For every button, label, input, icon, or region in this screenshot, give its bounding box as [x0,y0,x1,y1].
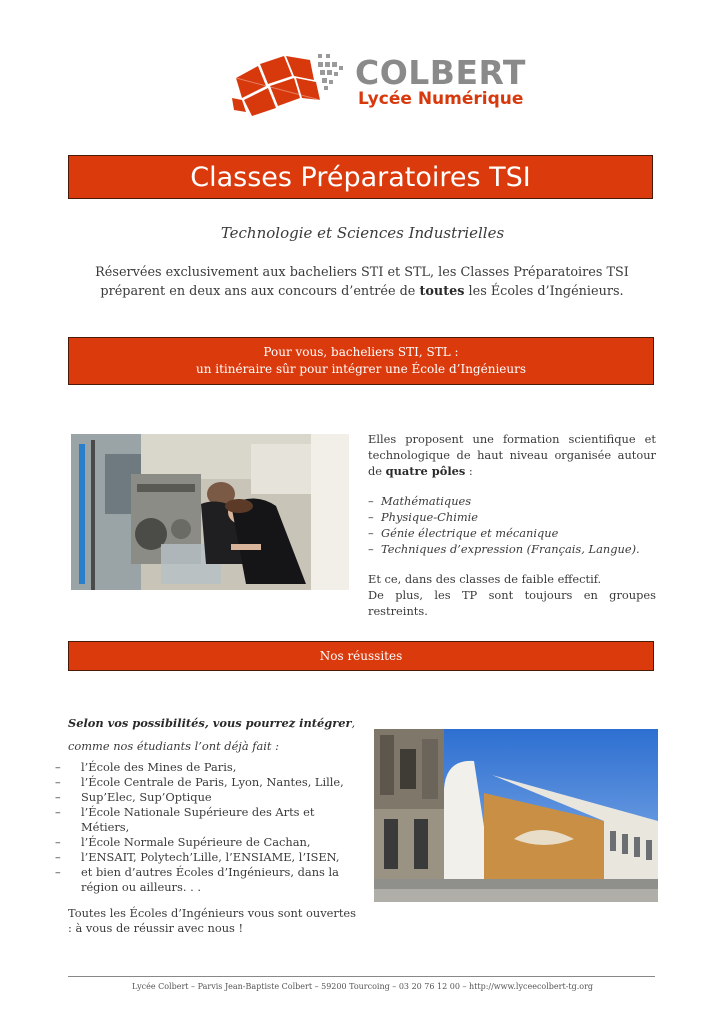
list-item [55,850,360,865]
school-building-photo [374,729,658,902]
formation-text-bold: quatre pôles [385,464,466,478]
intro-text-before: Réservées exclusivement aux bacheliers STI et STL, les Classes Préparatoires TSI préparent en deux ans aux concours d’entrée de [95,265,629,299]
dash: – [368,494,374,508]
school-name: l’École Nationale Supérieure des Arts et Métiers, [81,805,315,834]
list-item [368,493,656,509]
list-item [368,525,656,541]
list-item [55,775,360,790]
formation-text-before: Elles proposent une formation scientifique et technologique de haut niveau organisée autour de [368,432,656,478]
footer-contact: Lycée Colbert – Parvis Jean-Baptiste Colbert – 59200 Tourcoing – 03 20 76 12 00 – http://www.lyceecolbert-tg.org [131,982,594,991]
logo-grid-icon [232,52,352,118]
formation-text-after: : [465,464,473,478]
workshop-photo [71,434,349,590]
list-item [368,541,656,557]
success-lead-bold: Selon vos possibilités, vous pourrez intégrer [68,716,352,730]
pole-label: Mathématiques [381,494,472,508]
list-item [368,509,656,525]
intro-bold-word: toutes [419,284,465,299]
success-section [55,716,360,936]
dash: – [55,865,61,879]
school-name: Sup’Elec, Sup’Optique [81,790,212,804]
dash: – [368,510,374,524]
list-item [55,805,360,835]
list-item [55,865,360,895]
formation-description [368,431,656,619]
subtitle: Technologie et Sciences Industrielles [220,224,505,242]
dash: – [55,760,61,774]
success-lead [68,716,360,731]
school-name: l’École Centrale de Paris, Lyon, Nantes, Lille, [81,775,344,789]
list-item [55,790,360,805]
list-item [55,760,360,775]
formation-closing [368,571,656,619]
section-banner-reussites [68,641,654,671]
section-banner-line-2: un itinéraire sûr pour intégrer une École d’Ingénieurs [195,362,527,376]
schools-list [55,760,360,895]
success-lead-italic: comme nos étudiants l’ont déjà fait : [68,739,279,753]
dash: – [55,805,61,819]
title-banner [68,155,653,199]
intro-text-after: les Écoles d’Ingénieurs. [464,284,624,299]
logo-tagline: Lycée Numérique [358,89,524,109]
dash: – [368,526,374,540]
pole-label: Génie électrique et mécanique [381,526,559,540]
dash: – [55,850,61,864]
list-item [55,835,360,850]
success-closing: Toutes les Écoles d’Ingénieurs vous sont ouvertes : à vous de réussir avec nous ! [68,906,357,935]
pole-label: Physique-Chimie [381,510,479,524]
logo-name: COLBERT [355,53,526,92]
school-name: l’ENSAIT, Polytech’Lille, l’ENSIAME, l’ISEN, [81,850,340,864]
page-title: Classes Préparatoires TSI [190,161,531,193]
school-name: et bien d’autres Écoles d’Ingénieurs, dans la région ou ailleurs. . . [81,865,339,894]
dash: – [55,775,61,789]
formation-closing-line-1: Et ce, dans des classes de faible effectif. [368,572,602,586]
section-banner-label: Nos réussites [319,648,403,663]
formation-intro [368,431,656,479]
dash: – [55,790,61,804]
poles-list [368,493,656,557]
formation-closing-line-2: De plus, les TP sont toujours en groupes restreints. [368,588,656,618]
section-banner-itineraire [68,337,654,385]
intro-paragraph [62,263,662,301]
section-banner-line-1: Pour vous, bacheliers STI, STL : [263,345,459,359]
school-name: l’École des Mines de Paris, [81,760,237,774]
dash: – [55,835,61,849]
pole-label: Techniques d’expression (Français, Langue). [381,542,640,556]
dash: – [368,542,374,556]
school-name: l’École Normale Supérieure de Cachan, [81,835,311,849]
footer-divider [68,976,655,977]
success-lead-comma: , [351,716,356,730]
